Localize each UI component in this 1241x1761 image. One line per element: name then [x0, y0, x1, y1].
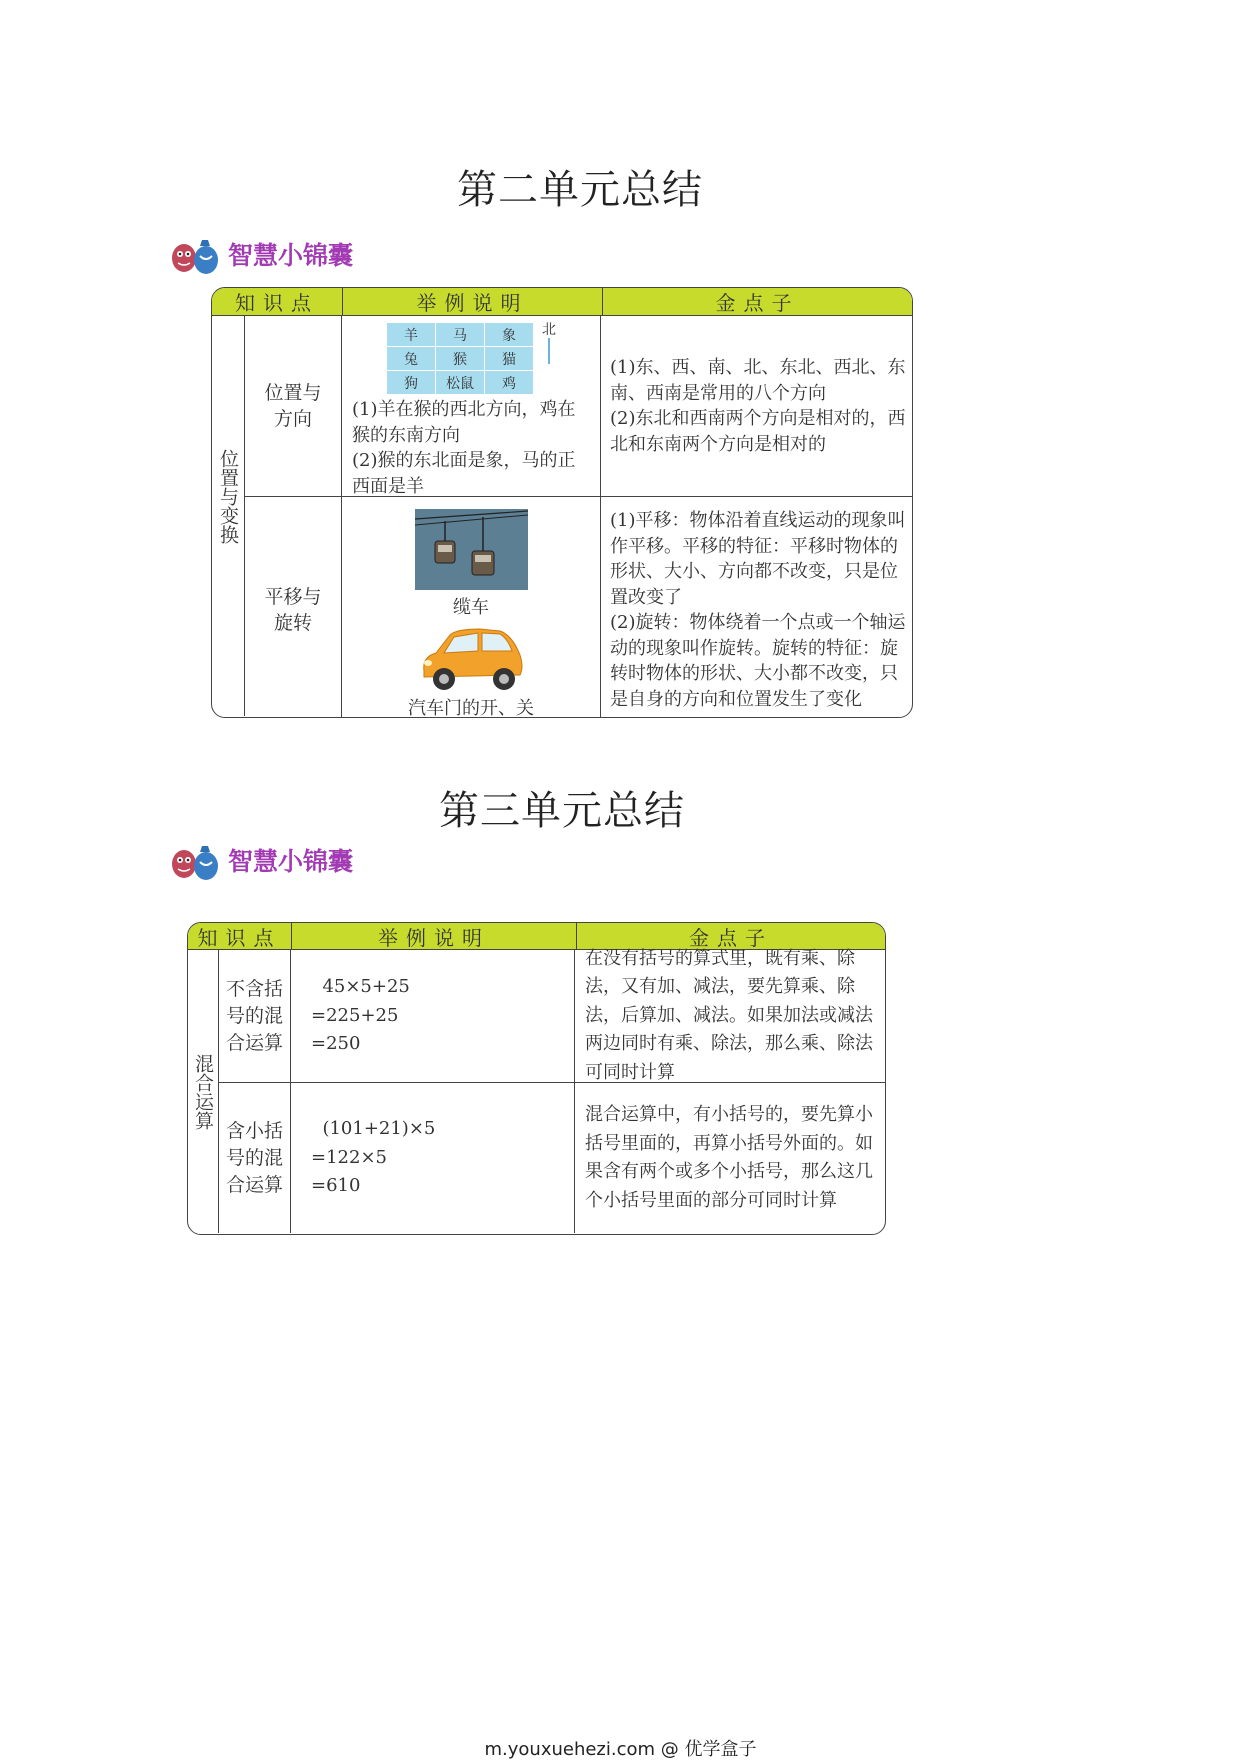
grid-cell: 马	[436, 323, 485, 347]
unit3-table	[187, 922, 886, 1235]
car-caption: 汽车门的开、关	[408, 697, 534, 718]
calculation-text: (101+21)×5 =122×5 =610	[311, 1118, 436, 1197]
brand-mascot-icon	[170, 838, 222, 882]
unit3-brand-label: 智慧小锦囊	[228, 847, 354, 876]
unit2-category	[212, 316, 245, 716]
tip-text: 在没有括号的算式里，既有乘、除法，又有加、减法，要先算乘、除法，后算加、减法。如果加法或减法两边同时有乘、除法，那么乘、除法可同时计算	[585, 947, 873, 1083]
topic-label: 含小括号的混合运算	[225, 1119, 283, 1196]
tip-cell	[575, 947, 885, 1083]
north-indicator	[542, 322, 556, 364]
grid-cell: 猫	[485, 347, 534, 371]
grid-cell: 鸡	[485, 371, 534, 395]
example-cell	[342, 497, 601, 718]
grid-cell: 兔	[387, 347, 436, 371]
cable-car-image	[415, 509, 528, 590]
tip-cell	[575, 1083, 885, 1233]
grid-cell: 象	[485, 323, 534, 347]
unit2-table	[211, 287, 913, 718]
unit2-table-header	[212, 288, 912, 316]
header-example: 举例说明	[343, 288, 603, 315]
example-text: (1)羊在猴的西北方向，鸡在猴的东南方向 (2)猴的东北面是象，马的正西面是羊	[352, 399, 576, 497]
brand-mascot-icon	[170, 232, 222, 276]
grid-cell: 羊	[387, 323, 436, 347]
north-arrow-icon	[546, 338, 552, 364]
unit2-category-label: 位置与变换	[217, 448, 239, 544]
unit2-brand-label: 智慧小锦囊	[228, 241, 354, 270]
topic-label: 位置与方向	[264, 382, 322, 430]
tip-cell	[601, 497, 912, 718]
unit3-title: 第三单元总结	[439, 788, 685, 834]
topic-label: 平移与旋转	[264, 586, 322, 634]
topic-cell	[245, 316, 342, 496]
table-row	[219, 1083, 885, 1233]
topic-cell	[219, 950, 291, 1082]
header-tip: 金点子	[689, 925, 773, 950]
example-cell	[291, 1083, 575, 1233]
animal-position-grid	[386, 322, 534, 395]
cable-car-caption: 缆车	[453, 597, 489, 618]
topic-label: 不含括号的混合运算	[225, 977, 283, 1054]
grid-cell: 猴	[436, 347, 485, 371]
north-label: 北	[542, 322, 556, 338]
tip-text: 混合运算中，有小括号的，要先算小括号里面的，再算小括号外面的。如果含有两个或多个小括号，那么这几个小括号里面的部分可同时计算	[585, 1104, 873, 1211]
table-row	[219, 947, 885, 1083]
grid-cell: 松鼠	[436, 371, 485, 395]
table-row	[245, 497, 912, 718]
grid-cell: 狗	[387, 371, 436, 395]
topic-cell	[219, 1083, 291, 1233]
header-example: 举例说明	[292, 923, 577, 949]
example-cell	[291, 950, 575, 1082]
header-tip: 金点子	[715, 291, 800, 315]
tip-text: (1)东、西、南、北、东北、西北、东南、西南是常用的八个方向 (2)东北和西南两个方向是相对的，西北和东南两个方向是相对的	[610, 357, 906, 455]
calculation-text: 45×5+25 =225+25 =250	[311, 976, 410, 1055]
header-knowledge: 知识点	[188, 923, 292, 949]
unit3-category	[188, 950, 219, 1233]
footer-watermark: m.youxuehezi.com @ 优学盒子	[484, 1739, 757, 1760]
tip-text: (1)平移：物体沿着直线运动的现象叫作平移。平移的特征：平移时物体的形状、大小、方向都不改变，只是位置改变了 (2)旋转：物体绕着一个点或一个轴运动的现象叫作旋转。旋转的特征：旋转时物体的形状、大小都不改变，只是自身的方向和位置发生了变化	[610, 510, 906, 710]
tip-cell	[601, 316, 912, 496]
example-cell	[342, 316, 601, 496]
topic-cell	[245, 497, 342, 718]
unit3-category-label: 混合运算	[192, 1053, 214, 1130]
unit2-brand	[170, 232, 353, 276]
unit3-brand	[170, 838, 353, 882]
car-image	[416, 627, 526, 693]
unit2-title: 第二单元总结	[457, 167, 703, 213]
header-knowledge: 知识点	[212, 288, 343, 315]
table-row	[245, 316, 912, 497]
